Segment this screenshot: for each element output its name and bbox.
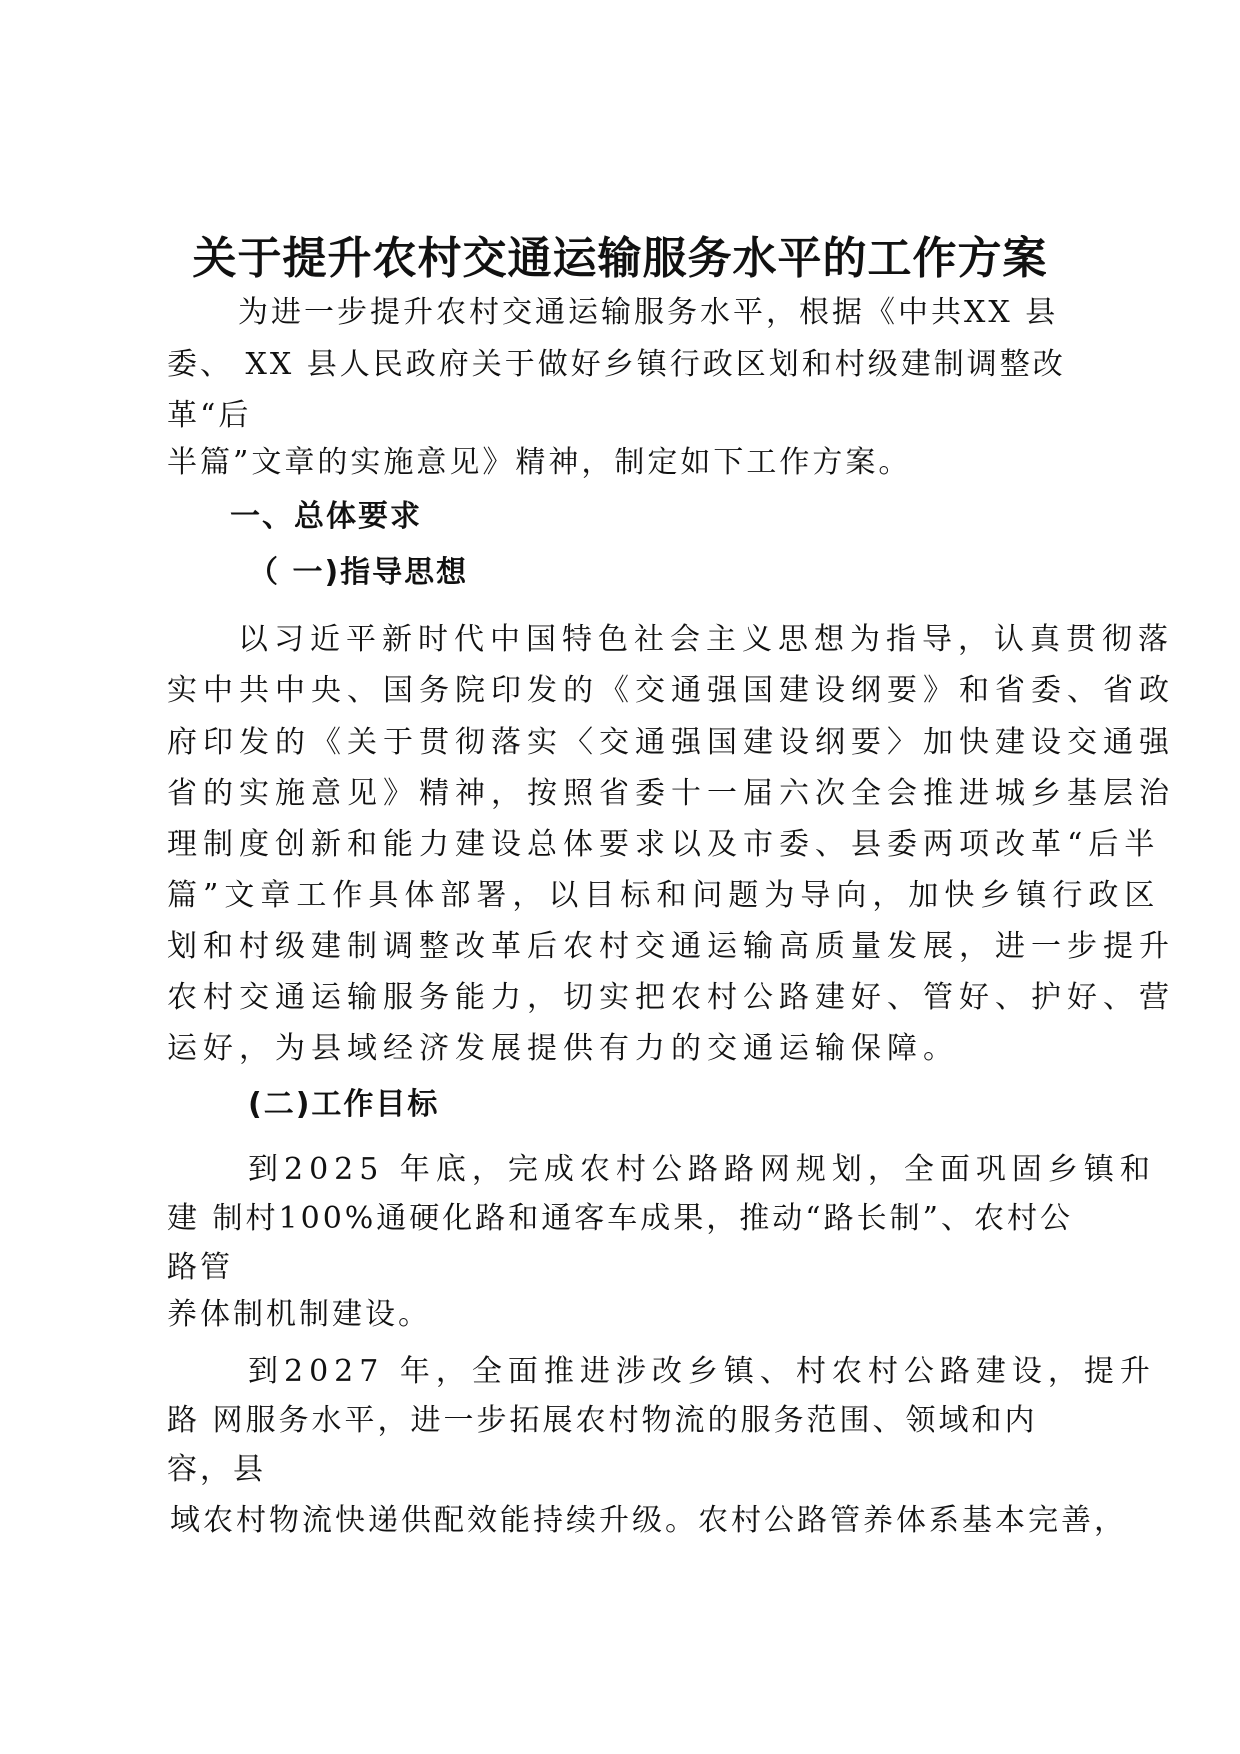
paragraph-line: 农村交通运输服务能力，切实把农村公路建好、管好、护好、营 xyxy=(167,980,1175,1015)
paragraph-line: 路管 xyxy=(167,1250,233,1285)
paragraph-line: 容，县 xyxy=(167,1452,266,1487)
paragraph-line: 运好，为县域经济发展提供有力的交通运输保障。 xyxy=(167,1031,959,1066)
paragraph-line: 路 网服务水平，进一步拓展农村物流的服务范围、领域和内 xyxy=(167,1403,1038,1438)
paragraph-line: 篇”文章工作具体部署，以目标和问题为导向，加快乡镇行政区 xyxy=(167,878,1161,913)
paragraph-line: 划和村级建制调整改革后农村交通运输高质量发展，进一步提升 xyxy=(167,929,1175,964)
paragraph-line: 域农村物流快递供配效能持续升级。农村公路管养体系基本完善， xyxy=(170,1503,1127,1538)
paragraph-line: 到2027 年，全面推进涉改乡镇、村农村公路建设，提升 xyxy=(248,1354,1156,1389)
paragraph-line: 到2025 年底，完成农村公路路网规划，全面巩固乡镇和 xyxy=(248,1152,1156,1187)
paragraph-line: 养体制机制建设。 xyxy=(167,1297,431,1332)
intro-line: 委、 XX 县人民政府关于做好乡镇行政区划和村级建制调整改 xyxy=(167,347,1066,382)
paragraph-line: 建 制村100%通硬化路和通客车成果，推动“路长制”、农村公 xyxy=(167,1201,1073,1236)
paragraph-line: 理制度创新和能力建设总体要求以及市委、县委两项改革“后半 xyxy=(167,827,1161,862)
subsection-heading: （ 一)指导思想 xyxy=(248,555,469,590)
paragraph-line: 省的实施意见》精神，按照省委十一届六次全会推进城乡基层治 xyxy=(167,776,1175,811)
intro-line: 革“后 xyxy=(167,398,252,433)
intro-line: 半篇”文章的实施意见》精神，制定如下工作方案。 xyxy=(167,445,912,480)
section-heading: 一、总体要求 xyxy=(230,499,422,534)
paragraph-line: 以习近平新时代中国特色社会主义思想为指导，认真贯彻落 xyxy=(238,622,1174,657)
intro-line: 为进一步提升农村交通运输服务水平，根据《中共XX 县 xyxy=(238,295,1059,330)
paragraph-line: 实中共中央、国务院印发的《交通强国建设纲要》和省委、省政 xyxy=(167,673,1175,708)
paragraph-line: 府印发的《关于贯彻落实〈交通强国建设纲要〉加快建设交通强 xyxy=(167,725,1175,760)
subsection-heading: (二)工作目标 xyxy=(248,1087,440,1122)
document-title: 关于提升农村交通运输服务水平的工作方案 xyxy=(192,233,1048,284)
